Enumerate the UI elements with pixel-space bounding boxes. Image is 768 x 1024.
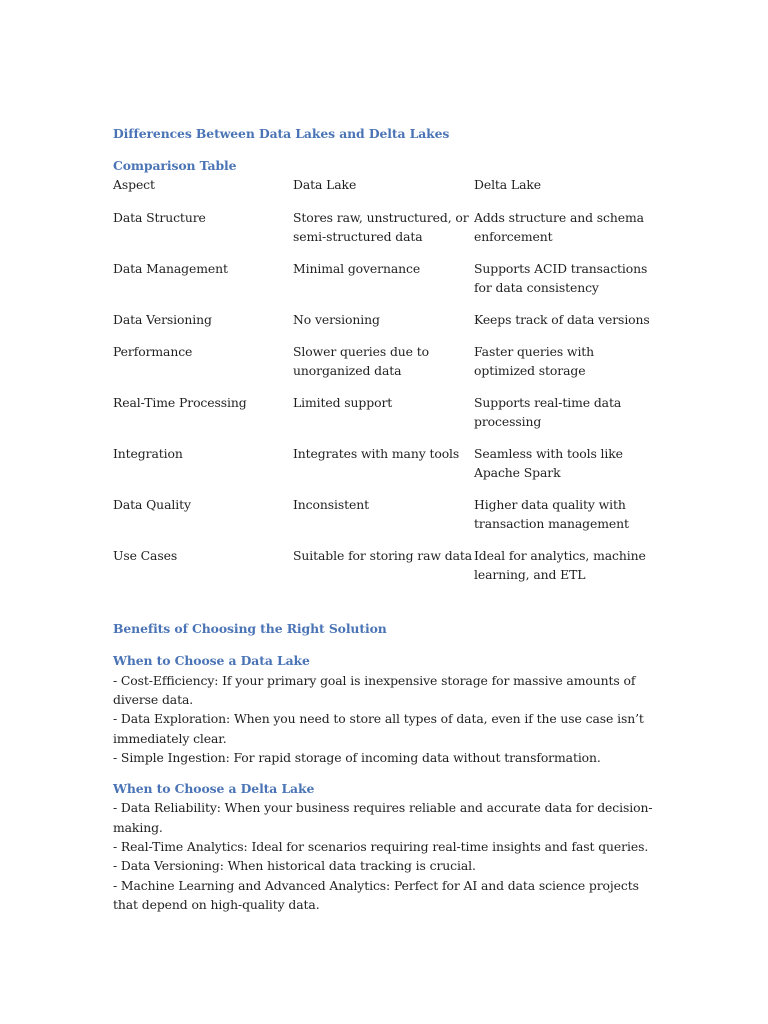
table-row: [113, 546, 658, 597]
cell-data-lake: Stores raw, unstructured, or semi-structured data: [293, 209, 469, 244]
cell-delta-lake: Supports real-time data processing: [474, 394, 622, 429]
cell-data-lake: Minimal governance: [293, 260, 421, 276]
delta-lake-choice-heading: When to Choose a Delta Lake: [113, 781, 315, 797]
table-row: [113, 342, 658, 393]
document-title: Differences Between Data Lakes and Delta Lakes: [113, 126, 450, 141]
cell-delta-lake: Supports ACID transactions for data consistency: [474, 260, 648, 295]
list-item: - Data Versioning: When historical data tracking is crucial.: [113, 858, 476, 874]
column-header-delta-lake: Delta Lake: [474, 177, 541, 193]
cell-aspect: Data Management: [113, 260, 228, 276]
cell-delta-lake: Higher data quality with transaction management: [474, 496, 629, 532]
table-row: [113, 208, 658, 259]
cell-aspect: Performance: [113, 343, 193, 359]
benefits-heading: Benefits of Choosing the Right Solution: [113, 621, 387, 637]
comparison-table-heading: Comparison Table: [113, 158, 237, 173]
table-row: [113, 495, 658, 546]
table-row: [113, 259, 658, 310]
table-header-row: [113, 175, 658, 207]
column-header-aspect: Aspect: [113, 177, 155, 193]
cell-aspect: Data Versioning: [113, 311, 212, 327]
table-row: [113, 310, 658, 342]
column-header-data-lake: Data Lake: [293, 177, 357, 193]
cell-aspect: Real-Time Processing: [113, 394, 247, 410]
table-row: [113, 444, 658, 495]
cell-delta-lake: Adds structure and schema enforcement: [474, 209, 644, 244]
cell-aspect: Data Quality: [113, 496, 191, 512]
comparison-table: [113, 175, 658, 597]
cell-delta-lake: Seamless with tools like Apache Spark: [474, 445, 623, 481]
cell-data-lake: Limited support: [293, 394, 393, 410]
list-item: - Data Reliability: When your business requires reliable and accurate data for decision-making.: [113, 800, 653, 835]
cell-data-lake: Suitable for storing raw data: [293, 547, 473, 563]
list-item: - Cost-Efficiency: If your primary goal is inexpensive storage for massive amounts of diverse data.: [113, 672, 636, 707]
table-row: [113, 393, 658, 444]
document-page: [113, 124, 658, 914]
cell-delta-lake: Keeps track of data versions: [474, 311, 650, 327]
cell-delta-lake: Ideal for analytics, machine learning, and ETL: [474, 547, 646, 583]
cell-delta-lake: Faster queries with optimized storage: [474, 343, 595, 378]
cell-data-lake: Inconsistent: [293, 496, 370, 512]
list-item: - Simple Ingestion: For rapid storage of incoming data without transformation.: [113, 749, 601, 765]
cell-data-lake: No versioning: [293, 311, 380, 327]
cell-aspect: Integration: [113, 445, 183, 461]
list-item: - Machine Learning and Advanced Analytics: Perfect for AI and data science projects that depend on high-quality data.: [113, 877, 639, 912]
data-lake-choice-heading: When to Choose a Data Lake: [113, 653, 310, 669]
cell-aspect: Data Structure: [113, 209, 206, 225]
cell-data-lake: Slower queries due to unorganized data: [293, 343, 429, 378]
list-item: - Data Exploration: When you need to store all types of data, even if the use case isn’t immediately clear.: [113, 711, 644, 746]
list-item: - Real-Time Analytics: Ideal for scenarios requiring real-time insights and fast queries.: [113, 839, 649, 855]
cell-data-lake: Integrates with many tools: [293, 445, 460, 461]
cell-aspect: Use Cases: [113, 547, 178, 563]
